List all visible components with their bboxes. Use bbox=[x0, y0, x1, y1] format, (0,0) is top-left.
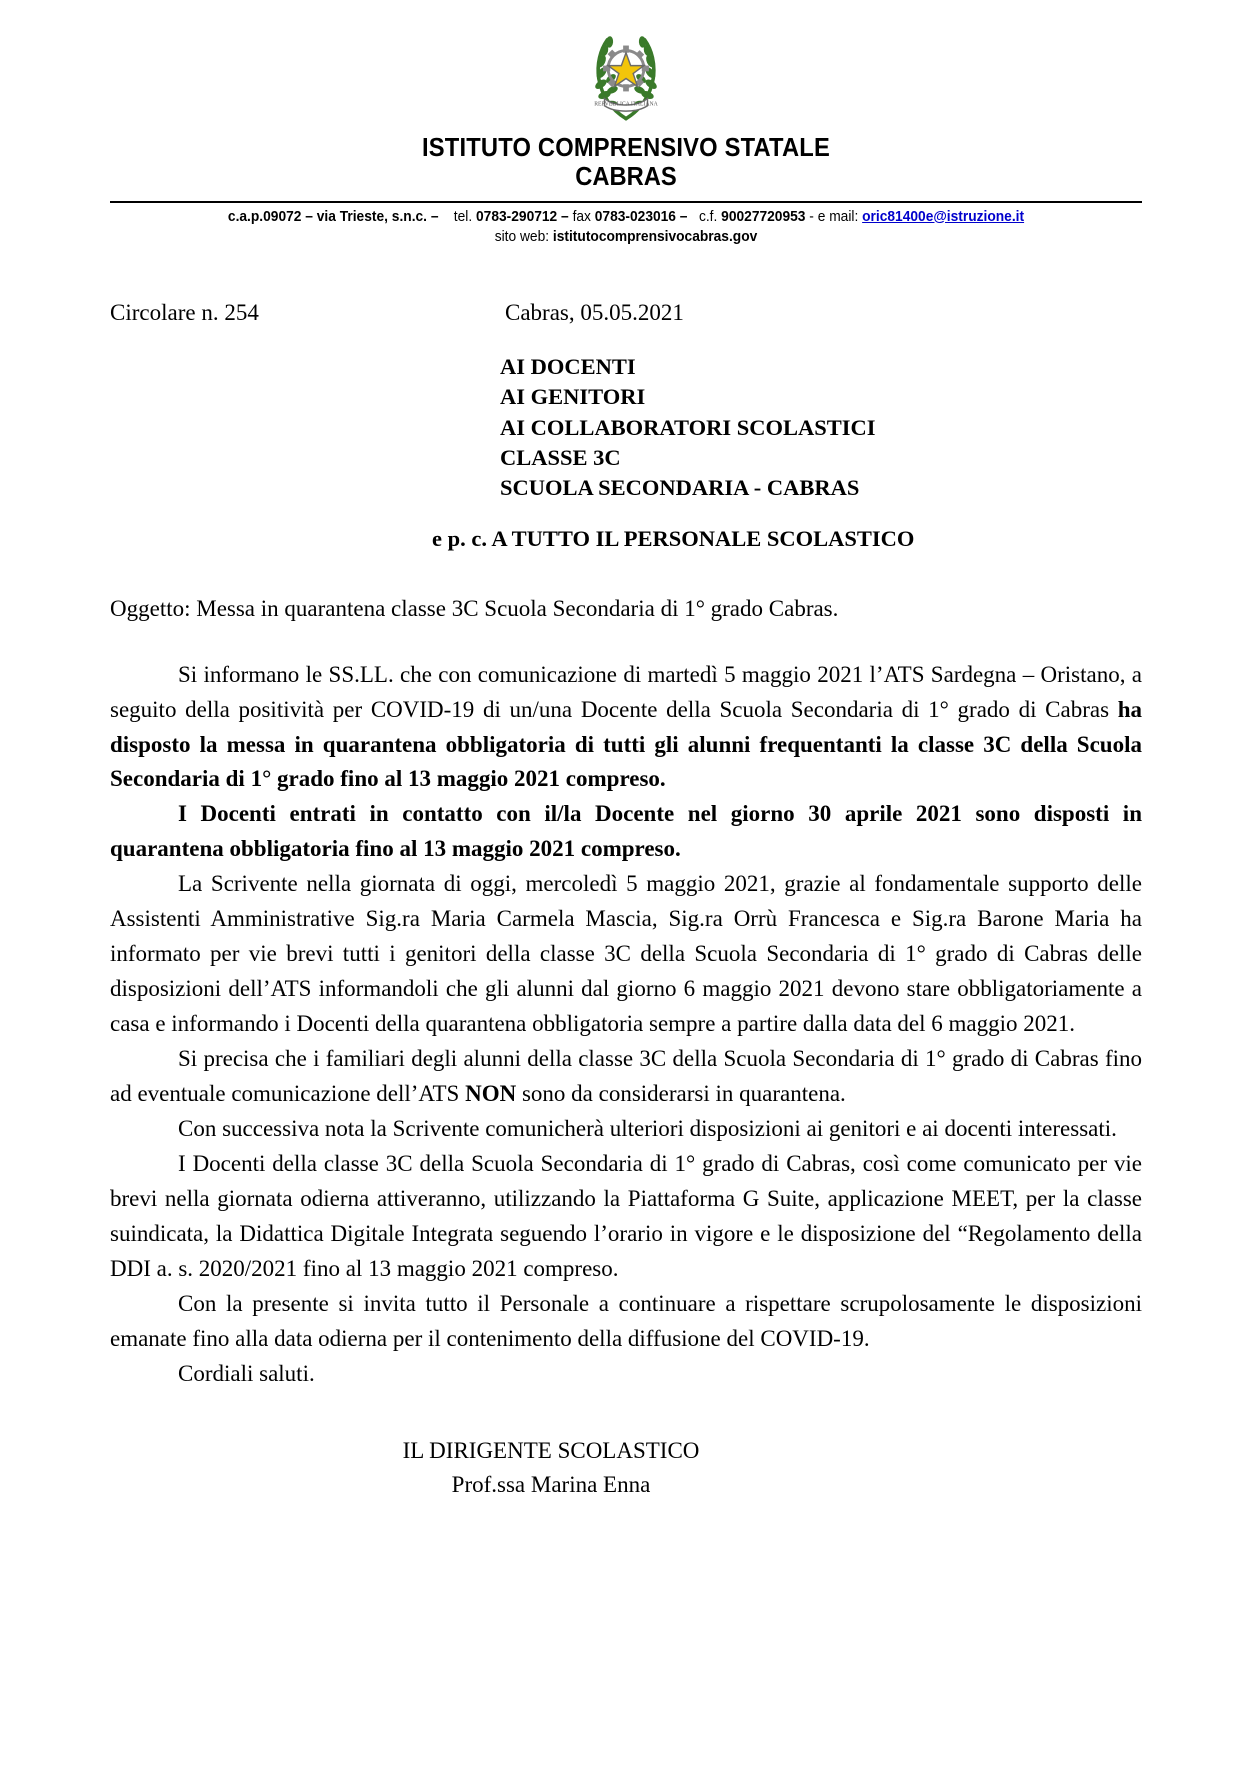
contact-dash-1: – bbox=[561, 208, 569, 225]
paragraph-8-closing: Cordiali saluti. bbox=[178, 1360, 315, 1386]
fax-label: fax bbox=[572, 208, 591, 225]
tel-value: 0783-290712 bbox=[476, 208, 558, 225]
paragraph-1 bbox=[110, 658, 1142, 798]
email-link[interactable]: oric81400e@istruzione.it bbox=[862, 208, 1025, 225]
paragraph-1-plain: Si informano le SS.LL. che con comunicazione di martedì 5 maggio 2021 l’ATS Sardegna – Oristano, a seguito della positività per COVID-19 di un/una Docente della Scuola Secondaria di 1° grado di Cabras bbox=[110, 661, 1142, 722]
fiscal-code-label: c.f. bbox=[698, 208, 718, 225]
paragraph-4 bbox=[110, 1042, 1142, 1112]
header-divider bbox=[110, 201, 1142, 203]
paragraph-5: Con successiva nota la Scrivente comunicherà ulteriori disposizioni ai genitori e ai docenti interessati. bbox=[178, 1116, 1117, 1142]
addressee-line: CLASSE 3C bbox=[500, 444, 621, 470]
email-label: - e mail: bbox=[809, 208, 859, 225]
paragraph-4-bold-non: NON bbox=[465, 1081, 517, 1107]
paragraph-3: La Scrivente nella giornata di oggi, mercoledì 5 maggio 2021, grazie al fondamentale supporto delle Assistenti Amministrative Sig.ra Maria Carmela Mascia, Sig.ra Orrù Francesca e Sig.ra Barone Maria ha informato per vie brevi tutti i genitori della classe 3C della Scuola Secondaria di 1° grado di Cabras delle disposizioni dell’ATS informandoli che gli alunni dal giorno 6 maggio 2021 devono stare obbligatoriamente a casa e informando i Docenti della quarantena obbligatoria sempre a partire dalla data del 6 maggio 2021. bbox=[110, 871, 1142, 1037]
meta-row bbox=[0, 300, 1252, 326]
paragraph-4-plain-start: Si precisa che i familiari degli alunni della classe 3C della Scuola Secondaria di 1° grado di Cabras fino ad eventuale comunicazione dell’ATS bbox=[110, 1046, 1142, 1107]
paragraph-2: I Docenti entrati in contatto con il/la Docente nel giorno 30 aprile 2021 sono disposti in quarantena obbligatoria fino al 13 maggio 2021 compreso. bbox=[110, 801, 1142, 862]
addressee-block bbox=[0, 352, 1252, 504]
institute-name: ISTITUTO COMPRENSIVO STATALE bbox=[422, 134, 830, 162]
address-label: c.a.p.09072 – via Trieste, s.n.c. – bbox=[227, 208, 439, 225]
addressee-line: AI DOCENTI bbox=[500, 353, 636, 379]
paragraph-4-plain-end: sono da considerarsi in quarantena. bbox=[516, 1081, 846, 1107]
subject-line: Oggetto: Messa in quarantena classe 3C Scuola Secondaria di 1° grado Cabras. bbox=[110, 595, 839, 621]
circular-number: Circolare n. 254 bbox=[110, 299, 259, 325]
carbon-copy-line: e p. c. A TUTTO IL PERSONALE SCOLASTICO bbox=[432, 525, 915, 551]
addressee-line: AI GENITORI bbox=[500, 384, 646, 410]
website-value: istitutocomprensivocabras.gov bbox=[552, 229, 758, 246]
signatory-name: Prof.ssa Marina Enna bbox=[451, 1472, 651, 1498]
body-text bbox=[0, 658, 1252, 1392]
place-and-date: Cabras, 05.05.2021 bbox=[505, 299, 684, 325]
italian-republic-emblem-icon bbox=[583, 24, 669, 128]
website-line bbox=[31, 228, 1220, 248]
fax-value: 0783-023016 bbox=[594, 208, 676, 225]
paragraph-1-bold: ha disposto la messa in quarantena obbligatoria di tutti gli alunni frequentanti la classe 3C della Scuola Secondaria di 1° grado fino al 13 maggio 2021 compreso. bbox=[110, 696, 1142, 792]
contact-dash-2: – bbox=[679, 208, 688, 225]
signature-block bbox=[0, 1434, 1252, 1503]
letterhead bbox=[0, 0, 1252, 248]
addressee-line: AI COLLABORATORI SCOLASTICI bbox=[500, 414, 876, 440]
institute-city: CABRAS bbox=[575, 163, 677, 192]
contact-line bbox=[31, 208, 1220, 228]
website-label: sito web: bbox=[494, 229, 550, 246]
addressee-line: SCUOLA SECONDARIA - CABRAS bbox=[500, 475, 860, 501]
paragraph-6: I Docenti della classe 3C della Scuola Secondaria di 1° grado di Cabras, così come comunicato per vie brevi nella giornata odierna attiveranno, utilizzando la Piattaforma G Suite, applicazione MEET, per la classe suindicata, la Didattica Digitale Integrata seguendo l’orario in vigore e le disposizione del “Regolamento della DDI a. s. 2020/2021 fino al 13 maggio 2021 compreso. bbox=[110, 1150, 1142, 1281]
paragraph-7: Con la presente si invita tutto il Personale a continuare a rispettare scrupolosamente le disposizioni emanate fino alla data odierna per il contenimento della diffusione del COVID-19. bbox=[110, 1290, 1142, 1351]
svg-text:REPVBBLICA ITALIANA: REPVBBLICA ITALIANA bbox=[594, 101, 658, 108]
tel-label: tel. bbox=[453, 208, 473, 225]
fiscal-code-value: 90027720953 bbox=[721, 208, 806, 225]
signatory-role: IL DIRIGENTE SCOLASTICO bbox=[402, 1437, 700, 1463]
